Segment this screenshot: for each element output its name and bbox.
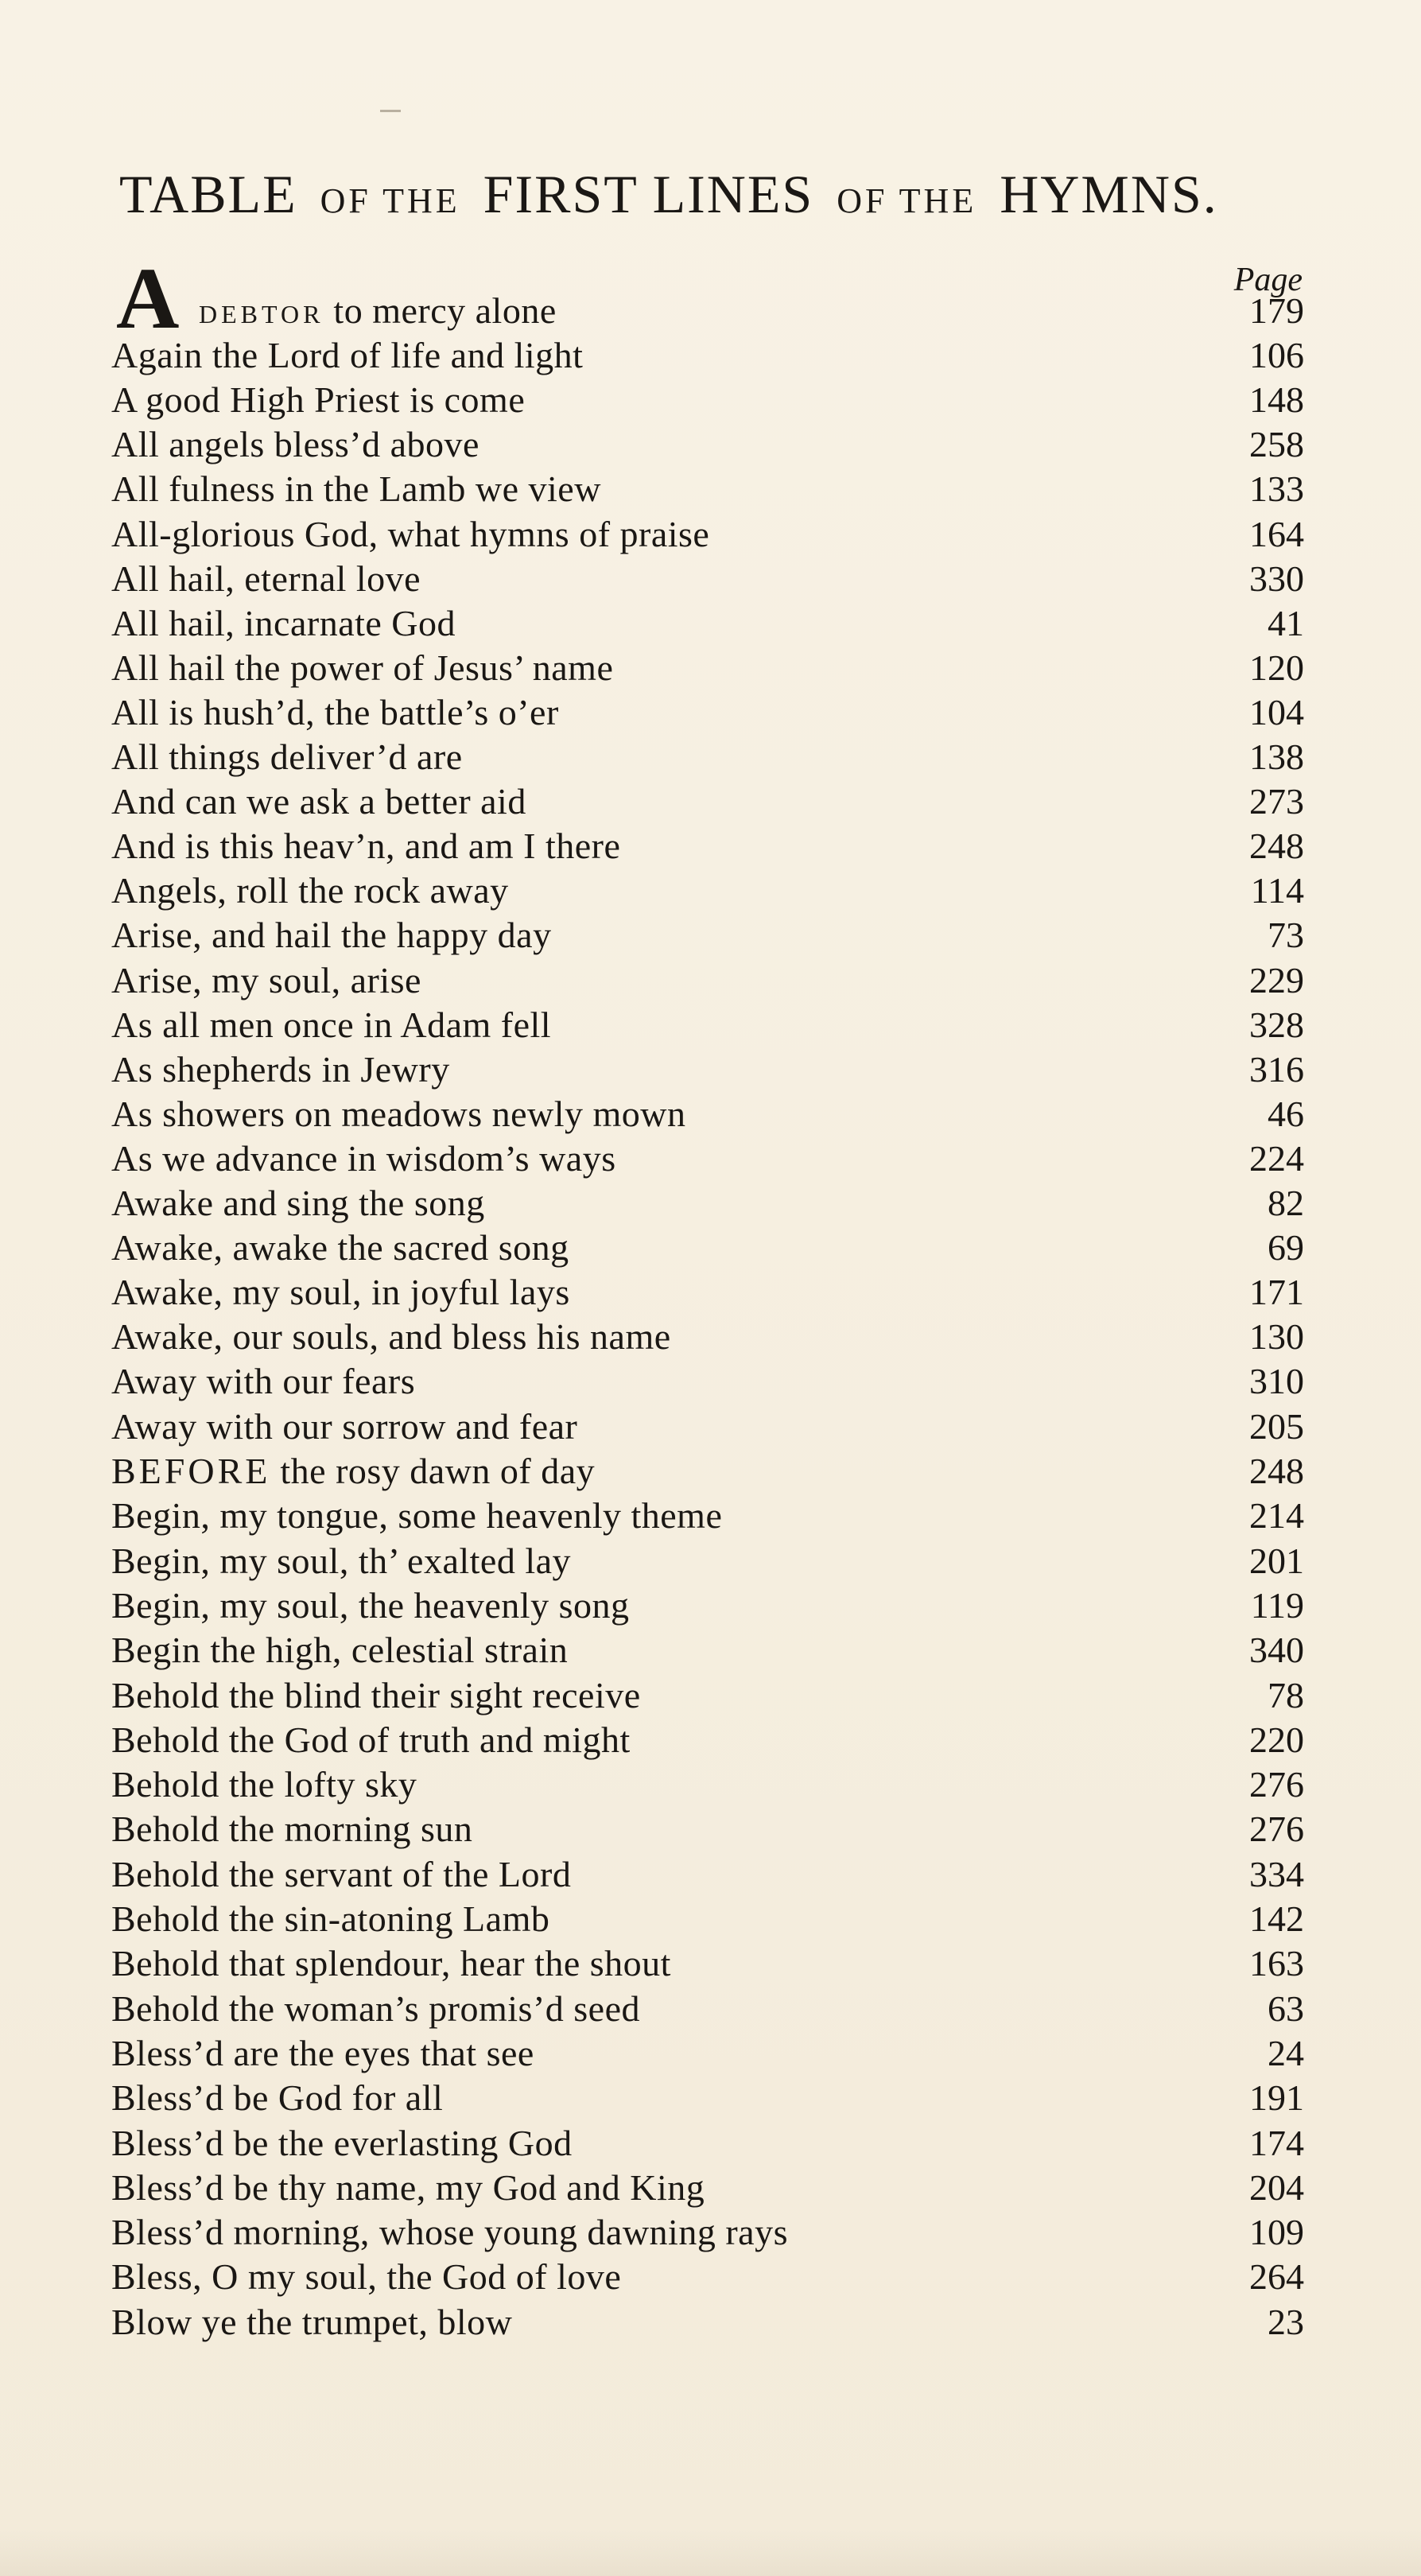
page-number: 205 [1249,1405,1304,1447]
page-number: 174 [1249,2122,1304,2163]
index-entry [0,690,1421,735]
small-caps-lead: BEFORE [111,1451,271,1491]
index-entry [0,1003,1421,1047]
hymn-first-line: All-glorious God, what hymns of praise [111,513,710,554]
hymn-first-line: All angels bless’d above [111,424,479,465]
page-number: 46 [1268,1093,1304,1134]
title-small-caps: OF THE [320,181,460,220]
hymn-first-line: Begin, my tongue, some heavenly theme [111,1495,723,1537]
page-number: 334 [1249,1853,1304,1894]
index-entry [0,422,1421,467]
index-entry [0,1359,1421,1404]
title-word: TABLE [119,164,297,224]
index-entry [0,1136,1421,1181]
index-entry [0,1092,1421,1136]
page-number: 163 [1249,1943,1304,1984]
index-entry [0,557,1421,601]
page-number: 138 [1249,736,1304,777]
page-number: 106 [1249,335,1304,376]
index-entry [0,1762,1421,1807]
hymn-first-line: Begin the high, celestial strain [111,1630,569,1671]
index-entry [0,2121,1421,2166]
page-number: 164 [1249,513,1304,554]
index-entry [0,1718,1421,1762]
page-number: 142 [1249,1898,1304,1939]
page-number: 109 [1249,2212,1304,2253]
hymn-first-line: Bless, O my soul, the God of love [111,2256,622,2298]
title-word: HYMNS. [1000,164,1218,224]
hymn-first-line [199,289,557,336]
hymn-first-line: As we advance in wisdom’s ways [111,1137,616,1179]
hymn-first-line: Bless’d be the everlasting God [111,2122,573,2163]
hymn-first-line: Behold the sin-atoning Lamb [111,1898,550,1939]
page-number: 201 [1249,1540,1304,1581]
hymn-first-line: Bless’d morning, whose young dawning rays [111,2212,788,2253]
hymn-first-line: As shepherds in Jewry [111,1048,450,1090]
page-number: 73 [1268,915,1304,956]
page-number: 120 [1249,647,1304,688]
title-small-caps: OF THE [837,181,977,220]
hymn-first-line: Behold the God of truth and might [111,1719,631,1760]
page-number: 220 [1249,1719,1304,1760]
hymn-first-line: All hail, eternal love [111,558,421,599]
hymn-first-line: Awake and sing the song [111,1183,485,1223]
index-entry [0,1047,1421,1092]
hymn-first-line: Behold the blind their sight receive [111,1674,641,1715]
index-entry [0,289,1421,333]
index-entry [0,333,1421,378]
hymn-first-line: As showers on meadows newly mown [111,1093,686,1134]
hymn-first-line: All hail, incarnate God [111,602,456,643]
page-number: 316 [1249,1048,1304,1090]
page-number: 114 [1250,870,1304,911]
page-number: 248 [1249,826,1304,867]
page-number: 119 [1250,1584,1304,1626]
index-entry [0,735,1421,779]
page-number: 69 [1268,1227,1304,1269]
index-entry [0,1897,1421,1941]
hymn-first-line: Arise, and hail the happy day [111,915,552,956]
page-number: 330 [1249,558,1304,599]
index-entry [0,1583,1421,1628]
page-number: 179 [1249,290,1304,331]
hymn-first-line: A good High Priest is come [111,379,526,421]
page-number: 130 [1249,1316,1304,1358]
index-entry [0,2031,1421,2076]
index-entry [0,824,1421,868]
hymn-first-line: All things deliver’d are [111,736,463,777]
index-entry [0,868,1421,913]
hymn-first-line [111,1449,595,1494]
small-caps-lead: DEBTOR [199,300,324,328]
page-number: 264 [1249,2256,1304,2298]
index-entry [0,601,1421,646]
page-number: 41 [1268,602,1304,643]
index-entry [0,1226,1421,1270]
hymn-first-line: And is this heav’n, and am I there [111,826,621,867]
hymn-first-line: Awake, awake the sacred song [111,1227,569,1269]
index-entry [0,779,1421,824]
hymn-first-line: All hail the power of Jesus’ name [111,647,614,688]
index-entry [0,2076,1421,2120]
hymn-first-line: Away with our sorrow and fear [111,1405,578,1447]
page-number: 78 [1268,1674,1304,1715]
page-number: 248 [1249,1451,1304,1491]
hymn-first-line: Behold the woman’s promis’d seed [111,1987,641,2029]
index-entry [0,467,1421,511]
page-number: 258 [1249,424,1304,465]
index-entry [0,1181,1421,1226]
hymn-first-line-rest: the rosy dawn of day [270,1451,596,1491]
page-edge-shadow [0,2529,1421,2576]
index-entry [0,958,1421,1003]
hymn-first-line: Away with our fears [111,1361,416,1402]
page-column-header: Page [1233,262,1303,298]
page-number: 214 [1249,1495,1304,1537]
index-entry [0,1941,1421,1986]
page-number: 224 [1249,1137,1304,1179]
hymn-first-line: And can we ask a better aid [111,781,526,822]
hymn-first-line: Behold that splendour, hear the shout [111,1943,671,1984]
index-entry [0,913,1421,958]
index-entry [0,1315,1421,1359]
page-number: 133 [1249,468,1304,510]
page-number: 191 [1249,2077,1304,2119]
hymn-first-line: Begin, my soul, the heavenly song [111,1584,630,1626]
hymn-first-line: Arise, my soul, arise [111,959,421,1000]
hymn-first-line: Again the Lord of life and light [111,335,584,376]
page-number: 328 [1249,1004,1304,1045]
page-number: 204 [1249,2166,1304,2208]
page-number: 276 [1249,1809,1304,1850]
hymn-first-line: Awake, our souls, and bless his name [111,1316,671,1358]
index-entry [0,1628,1421,1673]
index-entry [0,1270,1421,1315]
page-number: 82 [1268,1183,1304,1223]
page-number: 104 [1249,691,1304,732]
index-entry [0,1539,1421,1583]
hymn-first-line: Blow ye the trumpet, blow [111,2301,513,2342]
hymn-first-line: Angels, roll the rock away [111,870,509,911]
page-number: 63 [1268,1987,1304,2029]
index-entry [0,2166,1421,2210]
page-number: 310 [1249,1361,1304,1402]
hymn-first-line: Behold the lofty sky [111,1764,417,1805]
index-entry [0,1807,1421,1851]
index-entry [0,1673,1421,1718]
page-number: 340 [1249,1630,1304,1671]
index-entry [0,512,1421,557]
page-number: 171 [1249,1272,1304,1313]
hymn-first-line: Begin, my soul, th’ exalted lay [111,1540,572,1581]
index-entry [0,646,1421,690]
hymn-first-line: All is hush’d, the battle’s o’er [111,691,559,732]
index-entry [0,1494,1421,1538]
page-number: 24 [1268,2032,1304,2073]
index-entry [0,2255,1421,2299]
title-word: FIRST LINES [483,164,814,224]
page-number: 229 [1249,959,1304,1000]
index-entry [0,1449,1421,1494]
hymn-first-line: As all men once in Adam fell [111,1004,552,1045]
index-entry [0,2300,1421,2345]
hymn-first-line: Bless’d are the eyes that see [111,2032,534,2073]
hymn-first-line: Behold the servant of the Lord [111,1853,572,1894]
index-entry [0,1987,1421,2031]
hymn-first-line: Bless’d be God for all [111,2077,444,2119]
drop-cap: A [116,250,180,347]
page-number: 273 [1249,781,1304,822]
hymn-first-line: All fulness in the Lamb we view [111,468,601,510]
hymn-first-line: Bless’d be thy name, my God and King [111,2166,705,2208]
index-entry [0,1405,1421,1449]
hymn-first-line: Behold the morning sun [111,1809,473,1850]
hymn-first-line-rest: to mercy alone [324,290,557,331]
page-number: 276 [1249,1764,1304,1805]
hymn-first-line: Awake, my soul, in joyful lays [111,1272,570,1313]
index-entry [0,1852,1421,1897]
index-entry [0,2210,1421,2255]
page-number: 23 [1268,2301,1304,2342]
index-entry [0,378,1421,422]
page-number: 148 [1249,379,1304,421]
